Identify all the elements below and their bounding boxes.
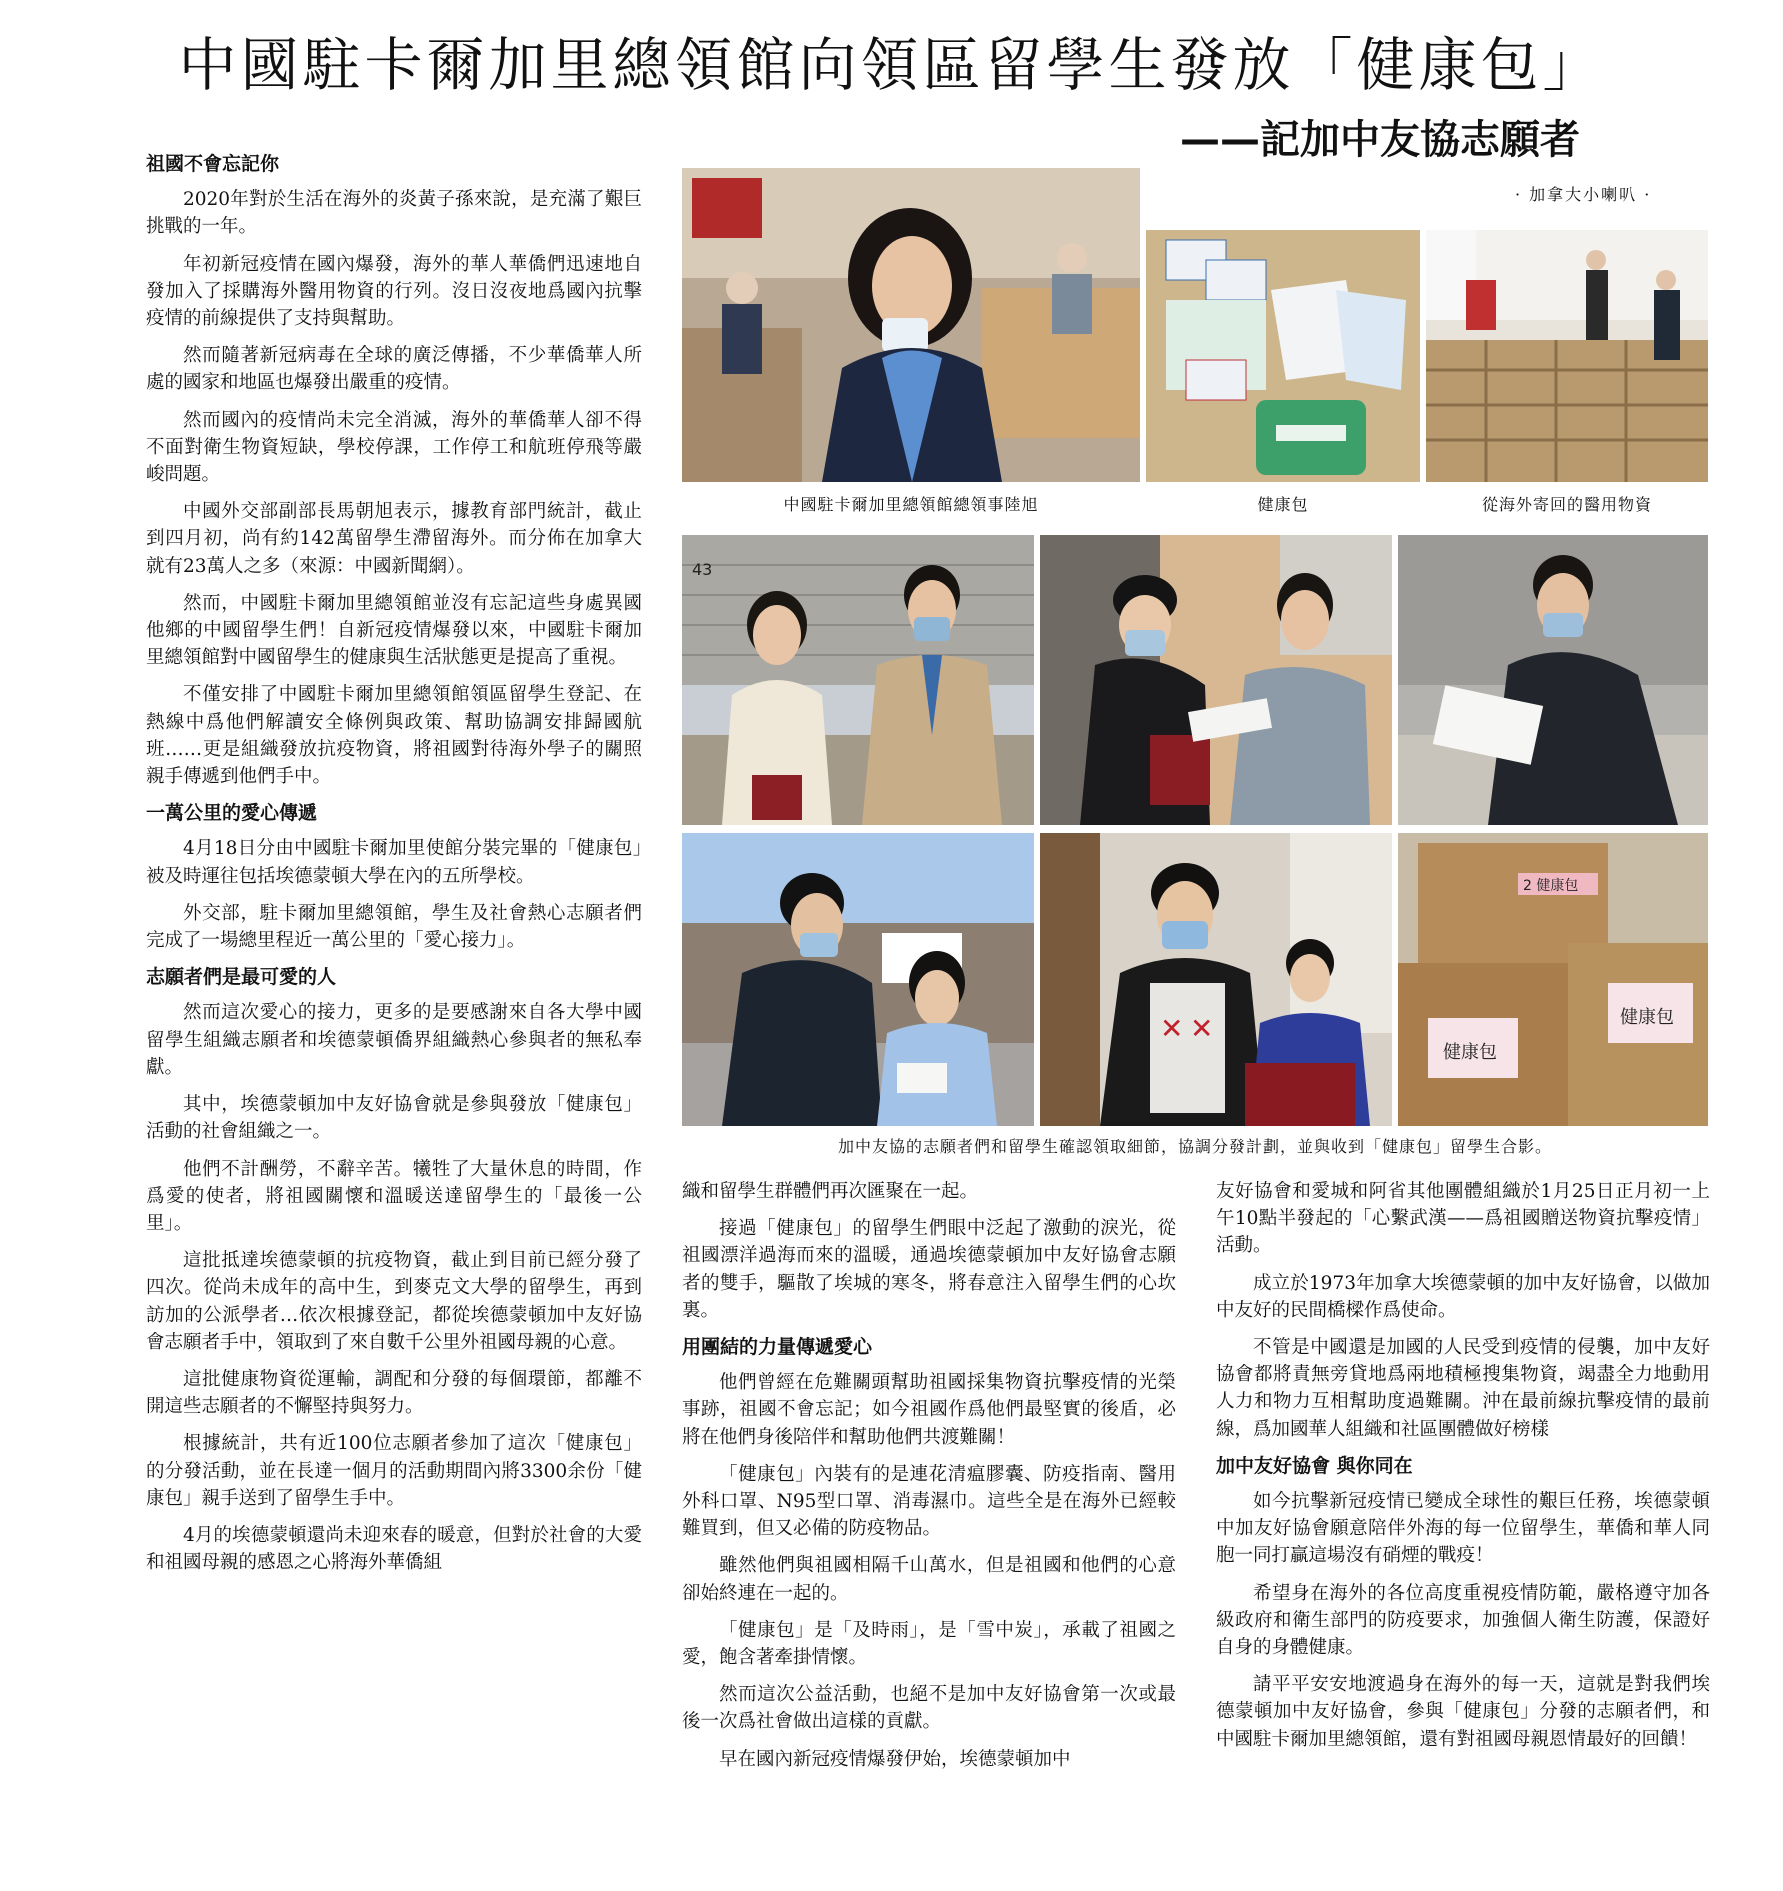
article-column-3 — [1216, 1178, 1710, 1763]
paragraph: 然而國內的疫情尚未完全消滅，海外的華僑華人卻不得不面對衛生物資短缺，學校停課，工作停工和航班停飛等嚴峻問題。 — [146, 409, 642, 486]
photo-volunteer-student-house — [682, 535, 1034, 825]
box-tape-label: 2 健康包 — [1523, 878, 1579, 894]
house-number: 43 — [692, 560, 713, 579]
paragraph: 外交部，駐卡爾加里總領館，學生及社會熱心志願者們完成了一場總里程近一萬公里的「愛心接力」。 — [146, 902, 642, 952]
photo-consul — [682, 168, 1140, 482]
paragraph: 成立於1973年加拿大埃德蒙頓的加中友好協會，以做加中友好的民間橋樑作爲使命。 — [1216, 1272, 1710, 1321]
paragraph: 4月18日分由中國駐卡爾加里使館分裝完畢的「健康包」被及時運往包括埃德蒙頓大學在內的五所學校。 — [146, 838, 642, 887]
section-heading: 加中友好協會 與你同在 — [1216, 1454, 1413, 1477]
photo-health-kit-boxes — [1398, 833, 1708, 1126]
section-heading: 一萬公里的愛心傳遞 — [146, 802, 318, 825]
paragraph: 友好協會和愛城和阿省其他團體組織於1月25日正月初一上午10點半發起的「心繫武漢——爲祖國贈送物資抗擊疫情」活動。 — [1216, 1181, 1710, 1257]
byline: · 加拿大小喇叭 · — [1515, 185, 1652, 204]
photo-supplies — [1426, 230, 1708, 482]
photo-volunteer-reading-form — [1398, 535, 1708, 825]
paragraph: 其中，埃德蒙頓加中友好協會就是參與發放「健康包」活動的社會組織之一。 — [146, 1094, 642, 1143]
headline: 中國駐卡爾加里總領館向領區留學生發放「健康包」 — [178, 31, 1605, 99]
paragraph: 然而這次公益活動，也絕不是加中友好協會第一次或最後一次爲社會做出這樣的貢獻。 — [682, 1684, 1176, 1733]
paragraph: 這批健康物資從運輸，調配和分發的每個環節，都離不開這些志願者的不懈堅持與努力。 — [146, 1368, 642, 1418]
paragraph: 他們不計酬勞，不辭辛苦。犧牲了大量休息的時間，作爲愛的使者，將祖國關懷和溫暖送達留學生的「最後一公里」。 — [146, 1158, 642, 1234]
paragraph: 4月的埃德蒙頓還尚未迎來春的暖意，但對於社會的大愛和祖國母親的感恩之心將海外華僑組 — [146, 1524, 642, 1574]
box-label-left: 健康包 — [1443, 1042, 1497, 1063]
photo-volunteer-form-check — [1040, 535, 1392, 825]
paragraph: 然而隨著新冠病毒在全球的廣泛傳播，不少華僑華人所處的國家和地區也爆發出嚴重的疫情。 — [146, 345, 642, 394]
paragraph: 織和留學生群體們再次匯聚在一起。 — [682, 1181, 979, 1202]
subheadline: ——記加中友協志願者 — [1180, 117, 1580, 163]
photo-volunteer-outdoor — [682, 833, 1034, 1126]
photo-health-kit — [1146, 230, 1420, 482]
article-column-2 — [682, 1178, 1176, 1783]
paragraph: 請平平安安地渡過身在海外的每一天，這就是對我們埃德蒙頓加中友好協會，參與「健康包」分發的志願者們，和中國駐卡爾加里總領館，還有對祖國母親恩情最好的回饋！ — [1216, 1674, 1710, 1750]
paragraph: 然而，中國駐卡爾加里總領館並沒有忘記這些身處異國他鄉的中國留學生們！自新冠疫情爆發以來，中國駐卡爾加里總領館對中國留學生的健康與生活狀態更是提高了重視。 — [146, 592, 642, 669]
caption-supplies: 從海外寄回的醫用物資 — [1481, 495, 1652, 514]
paragraph: 不管是中國還是加國的人民受到疫情的侵襲，加中友好協會都將責無旁貸地爲兩地積極搜集物資，竭盡全力地動用人力和物力互相幫助度過難關。沖在最前線抗擊疫情的最前線，爲加國華人組織和社區團體做好榜樣 — [1216, 1337, 1710, 1440]
photo-volunteer-doorway — [1040, 833, 1392, 1126]
section-heading: 祖國不會忘記你 — [146, 153, 280, 175]
paragraph: 接過「健康包」的留學生們眼中泛起了激動的淚光，從祖國漂洋過海而來的溫暖，通過埃德蒙頓加中友好協會志願者的雙手，驅散了埃城的寒冬，將春意注入留學生們的心坎裏。 — [682, 1218, 1176, 1321]
caption-volunteers: 加中友協的志願者們和留學生確認領取細節，協調分發計劃，並與收到「健康包」留學生合影。 — [837, 1137, 1552, 1156]
paragraph: 年初新冠疫情在國內爆發，海外的華人華僑們迅速地自發加入了採購海外醫用物資的行列。沒日沒夜地爲國內抗擊疫情的前線提供了支持與幫助。 — [146, 253, 642, 330]
paragraph: 不僅安排了中國駐卡爾加里總領館領區留學生登記、在熱線中爲他們解讀安全條例與政策、幫助協調安排歸國航班……更是組織發放抗疫物資，將祖國對待海外學子的關照親手傳遞到他們手中。 — [146, 684, 642, 788]
paragraph: 根據統計，共有近100位志願者參加了這次「健康包」的分發活動，並在長達一個月的活動期間內將3300余份「健康包」親手送到了留學生手中。 — [146, 1433, 642, 1509]
paragraph: 然而這次愛心的接力，更多的是要感謝來自各大學中國留學生組織志願者和埃德蒙頓僑界組織熱心參與者的無私奉獻。 — [146, 1002, 642, 1078]
paragraph: 他們曾經在危難關頭幫助祖國採集物資抗擊疫情的光榮事跡，祖國不會忘記；如今祖國作爲他們最堅實的後盾，必將在他們身後陪伴和幫助他們共渡難關！ — [682, 1372, 1176, 1448]
caption-health-kit: 健康包 — [1257, 495, 1309, 514]
paragraph: 希望身在海外的各位高度重視疫情防範，嚴格遵守加各級政府和衛生部門的防疫要求，加強個人衛生防護，保證好自身的身體健康。 — [1216, 1582, 1710, 1659]
section-heading: 用團結的力量傳遞愛心 — [682, 1336, 873, 1359]
paragraph: 2020年對於生活在海外的炎黃子孫來說，是充滿了艱巨挑戰的一年。 — [146, 189, 642, 238]
paragraph: 這批抵達埃德蒙頓的抗疫物資，截止到目前已經分發了四次。從尚未成年的高中生，到麥克文大學的留學生，再到訪加的公派學者…依次根據登記，都從埃德蒙頓加中友好協會志願者手中，領取到了來自數千公里外祖國母親的心意。 — [146, 1250, 642, 1353]
svg-text:✕: ✕ — [1190, 1012, 1214, 1045]
paragraph: 早在國內新冠疫情爆發伊始，埃德蒙頓加中 — [719, 1748, 1071, 1770]
paragraph: 雖然他們與祖國相隔千山萬水，但是祖國和他們的心意卻始終連在一起的。 — [682, 1555, 1176, 1604]
paragraph: 「健康包」是「及時雨」，是「雪中炭」，承載了祖國之愛，飽含著牽掛情懷。 — [682, 1619, 1176, 1669]
box-label-right: 健康包 — [1620, 1007, 1674, 1028]
paragraph: 「健康包」內裝有的是連花清瘟膠囊、防疫指南、醫用外科口罩、N95型口罩、消毒濕巾。這些全是在海外已經較難買到，但又必備的防疫物品。 — [682, 1463, 1176, 1540]
paragraph: 中國外交部副部長馬朝旭表示，據教育部門統計，截止到四月初，尚有約142萬留學生滯留海外。而分佈在加拿大就有23萬人之多（來源：中國新聞網）。 — [146, 501, 642, 577]
svg-text:✕: ✕ — [1160, 1012, 1184, 1045]
paragraph: 如今抗擊新冠疫情已變成全球性的艱巨任務，埃德蒙頓中加友好協會願意陪伴外海的每一位留學生，華僑和華人同胞一同打贏這場沒有硝煙的戰疫！ — [1216, 1491, 1710, 1567]
section-heading: 志願者們是最可愛的人 — [146, 966, 337, 989]
article-column-1 — [146, 143, 642, 1586]
caption-consul: 中國駐卡爾加里總領館總領事陸旭 — [783, 495, 1039, 514]
